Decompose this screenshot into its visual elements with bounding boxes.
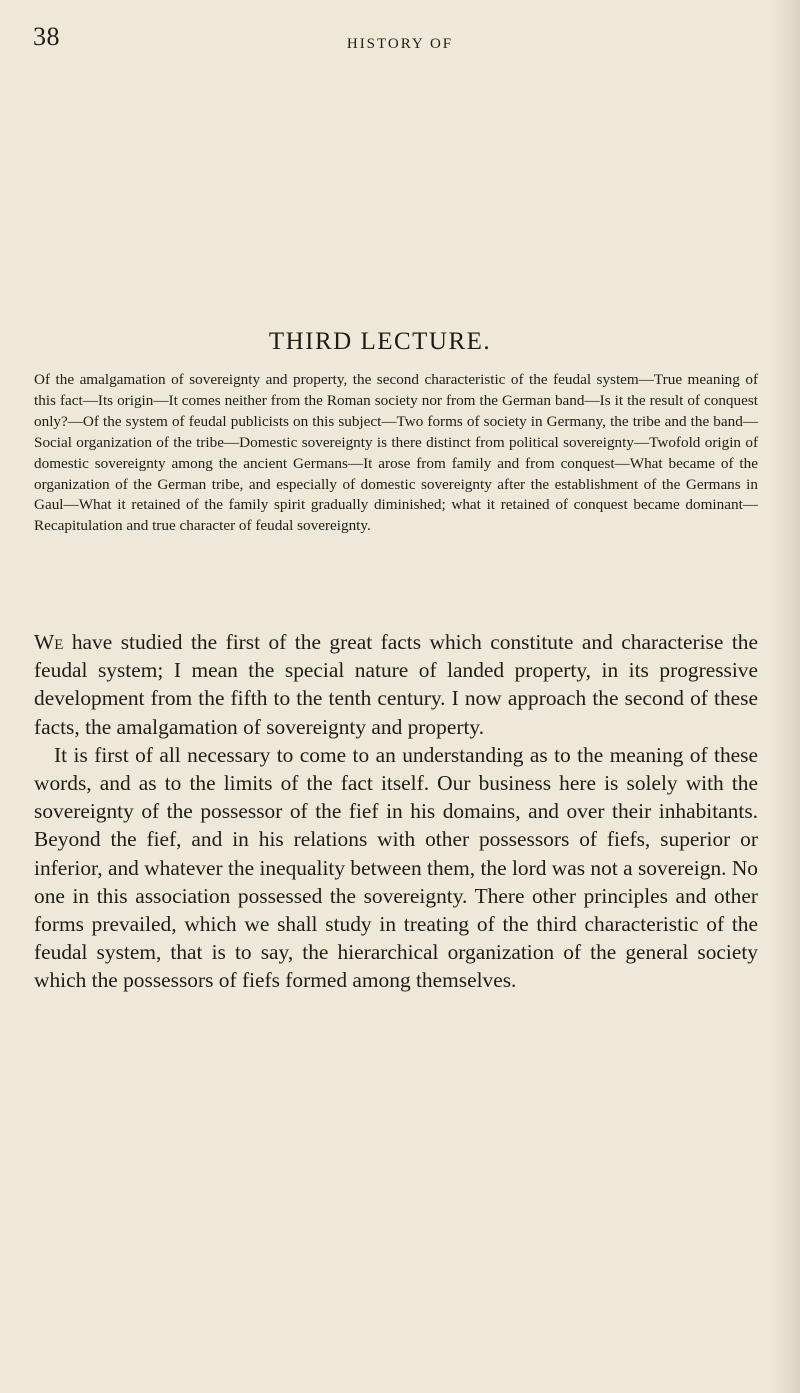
lecture-title: THIRD LECTURE. xyxy=(268,328,492,355)
paragraph-1 xyxy=(34,628,758,741)
paragraph-1-text: have studied the first of the great facts which constitute and characterise the feudal system; I mean the special nature of landed property, in its progressive development from the fifth to the tenth century. I now approach the second of these facts, the amalgamation of sovereignty and property. xyxy=(34,630,758,739)
paragraph-2: It is first of all necessary to come to an understanding as to the meaning of these words, and as to the limits of the fact itself. Our business here is solely with the sovereignty of the possessor of the fief in his domains, and over their inhabitants. Beyond the fief, and in his relations with other possessors of fiefs, superior or inferior, and whatever the inequality between them, the lord was not a sovereign. No one in this association possessed the sovereignty. There other principles and other forms prevailed, which we shall study in treating of the third characteristic of the feudal system, that is to say, the hierarchical organization of the general society which the possessors of fiefs formed among themselves. xyxy=(34,742,758,993)
running-head: HISTORY OF xyxy=(346,36,454,52)
page-number: 38 xyxy=(33,22,60,51)
body-text xyxy=(34,628,758,995)
paragraph-1-lead-word: We xyxy=(34,630,64,654)
lecture-summary: Of the amalgamation of sovereignty and property, the second characteristic of the feudal system—True meaning of this fact—Its origin—It comes neither from the Roman society nor from the German band—Is it the result of conquest only?—Of the system of feudal publicists on this subject—Two forms of society in Germany, the tribe and the band—Social organization of the tribe—Domestic sovereignty is there distinct from political sovereignty—Twofold origin of domestic sovereignty among the ancient Germans—It arose from family and from conquest—What became of the organization of the German tribe, and especially of domestic sovereignty after the establishment of the Germans in Gaul—What it retained of the family spirit gradually diminished; what it retained of conquest became dominant—Recapitulation and true character of feudal sovereignty. xyxy=(34,371,758,535)
